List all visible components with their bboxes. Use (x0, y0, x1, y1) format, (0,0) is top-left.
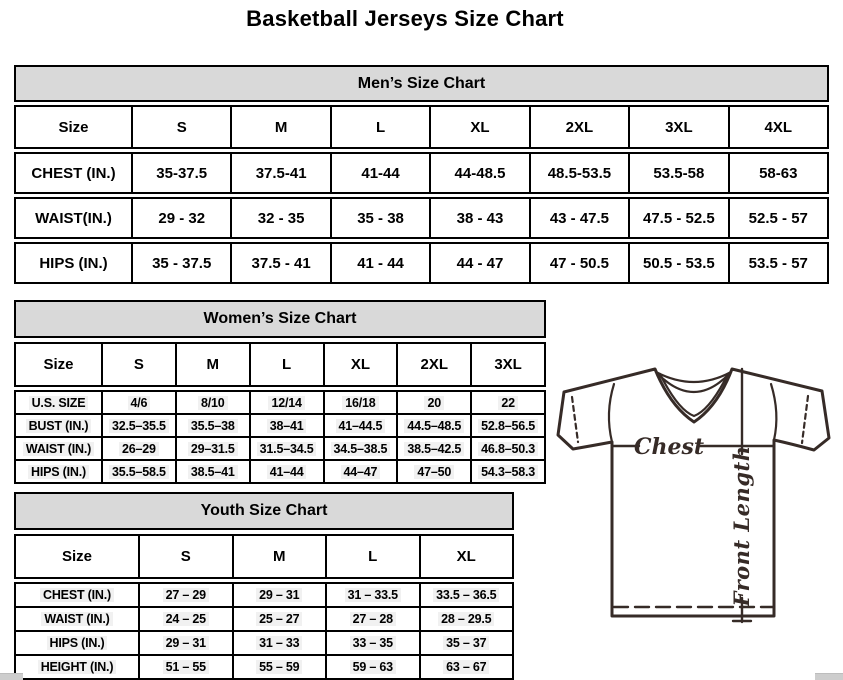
value-cell: 41–44 (249, 461, 323, 482)
row-label-cell: U.S. SIZE (16, 392, 101, 413)
value-cell: 50.5 - 53.5 (628, 244, 727, 282)
value-cell: 35 – 37 (419, 632, 513, 654)
value-cell: 52.8–56.5 (470, 415, 544, 436)
value-cell: 53.5 - 57 (728, 244, 827, 282)
right-cuff-dashed-line (802, 396, 808, 443)
value-cell: 29 – 31 (138, 632, 232, 654)
mens-size-header-row (14, 105, 829, 149)
jersey-measurement-diagram (552, 358, 837, 664)
row-label-cell: HEIGHT (IN.) (16, 656, 138, 678)
table-row (14, 197, 829, 239)
womens-chart-body (14, 390, 546, 484)
value-cell: 41–44.5 (323, 415, 397, 436)
page-title: Basketball Jerseys Size Chart (246, 6, 564, 31)
value-cell: 37.5-41 (230, 154, 329, 192)
left-armhole-seam (609, 384, 614, 442)
table-row (14, 152, 829, 194)
womens-chart-header: Women’s Size Chart (14, 300, 546, 338)
mens-chart-header: Men’s Size Chart (14, 65, 829, 102)
table-row (16, 630, 512, 654)
size-header-cell: 2XL (396, 344, 470, 385)
value-cell: 28 – 29.5 (419, 608, 513, 630)
value-cell: 41 - 44 (330, 244, 429, 282)
size-header-cell: XL (323, 344, 397, 385)
size-header-cell: XL (419, 536, 513, 577)
womens-size-chart (14, 300, 546, 484)
size-header-cell: M (230, 107, 329, 147)
row-label-cell: BUST (IN.) (16, 415, 101, 436)
row-label-cell: HIPS (IN.) (16, 461, 101, 482)
right-armhole-seam (771, 384, 776, 440)
value-cell: 35 - 38 (330, 199, 429, 237)
jersey-outline (558, 369, 829, 616)
size-header-cell: XL (429, 107, 528, 147)
value-cell: 51 – 55 (138, 656, 232, 678)
size-header-cell: 3XL (470, 344, 544, 385)
value-cell: 33 – 35 (325, 632, 419, 654)
table-row (16, 654, 512, 678)
value-cell: 24 – 25 (138, 608, 232, 630)
size-header-cell: Size (43, 356, 74, 373)
size-header-cell: L (330, 107, 429, 147)
value-cell: 35-37.5 (131, 154, 230, 192)
value-cell: 26–29 (101, 438, 175, 459)
size-header-cell: 4XL (728, 107, 827, 147)
front-length-label: Front Length (729, 445, 754, 607)
value-cell: 38.5–41 (175, 461, 249, 482)
youth-size-header-row (14, 534, 514, 579)
value-cell: 29 – 31 (232, 584, 326, 606)
size-header-cell: 3XL (628, 107, 727, 147)
table-row (16, 413, 544, 436)
value-cell: 41-44 (330, 154, 429, 192)
value-cell: 47.5 - 52.5 (628, 199, 727, 237)
value-cell: 27 – 29 (138, 584, 232, 606)
table-row (16, 584, 512, 606)
row-label-cell: WAIST (IN.) (16, 608, 138, 630)
mens-chart-body (14, 152, 829, 284)
collar-arc-outer (656, 372, 731, 382)
table-row (16, 606, 512, 630)
size-header-cell: Size (61, 548, 92, 565)
table-row (16, 459, 544, 482)
value-cell: 35.5–58.5 (101, 461, 175, 482)
value-cell: 53.5-58 (628, 154, 727, 192)
table-row (16, 436, 544, 459)
value-cell: 59 – 63 (325, 656, 419, 678)
value-cell: 32 - 35 (230, 199, 329, 237)
value-cell: 47–50 (396, 461, 470, 482)
value-cell: 32.5–35.5 (101, 415, 175, 436)
size-header-cell: M (175, 344, 249, 385)
size-header-cell: S (138, 536, 232, 577)
value-cell: 44–47 (323, 461, 397, 482)
value-cell: 38 - 43 (429, 199, 528, 237)
value-cell: 43 - 47.5 (529, 199, 628, 237)
row-label-cell: CHEST (IN.) (31, 164, 116, 182)
value-cell: 8/10 (175, 392, 249, 413)
row-label-cell: HIPS (IN.) (16, 632, 138, 654)
value-cell: 4/6 (101, 392, 175, 413)
value-cell: 31.5–34.5 (249, 438, 323, 459)
value-cell: 29–31.5 (175, 438, 249, 459)
row-label-cell: CHEST (IN.) (16, 584, 138, 606)
size-header-cell: 2XL (529, 107, 628, 147)
table-row (14, 242, 829, 284)
value-cell: 27 – 28 (325, 608, 419, 630)
value-cell: 44-48.5 (429, 154, 528, 192)
youth-chart-header: Youth Size Chart (14, 492, 514, 530)
value-cell: 54.3–58.3 (470, 461, 544, 482)
womens-size-header-row (14, 342, 546, 387)
value-cell: 12/14 (249, 392, 323, 413)
value-cell: 37.5 - 41 (230, 244, 329, 282)
size-header-cell: Size (58, 118, 89, 136)
size-header-cell: L (249, 344, 323, 385)
value-cell: 63 – 67 (419, 656, 513, 678)
value-cell: 35 - 37.5 (131, 244, 230, 282)
row-label-cell: WAIST(IN.) (35, 209, 112, 227)
size-header-cell: L (325, 536, 419, 577)
value-cell: 48.5-53.5 (529, 154, 628, 192)
size-header-cell: S (131, 107, 230, 147)
value-cell: 46.8–50.3 (470, 438, 544, 459)
value-cell: 31 – 33 (232, 632, 326, 654)
table-row (16, 392, 544, 413)
youth-chart-body (14, 582, 514, 680)
chest-label: Chest (633, 434, 705, 460)
value-cell: 44.5–48.5 (396, 415, 470, 436)
value-cell: 52.5 - 57 (728, 199, 827, 237)
value-cell: 38.5–42.5 (396, 438, 470, 459)
row-label-cell: HIPS (IN.) (39, 254, 108, 272)
youth-size-chart (14, 492, 514, 680)
value-cell: 22 (470, 392, 544, 413)
value-cell: 44 - 47 (429, 244, 528, 282)
size-header-cell: S (101, 344, 175, 385)
size-header-cell: M (232, 536, 326, 577)
value-cell: 34.5–38.5 (323, 438, 397, 459)
value-cell: 16/18 (323, 392, 397, 413)
value-cell: 33.5 – 36.5 (419, 584, 513, 606)
value-cell: 38–41 (249, 415, 323, 436)
value-cell: 31 – 33.5 (325, 584, 419, 606)
value-cell: 55 – 59 (232, 656, 326, 678)
value-cell: 58-63 (728, 154, 827, 192)
value-cell: 35.5–38 (175, 415, 249, 436)
value-cell: 47 - 50.5 (529, 244, 628, 282)
mens-size-chart (14, 65, 829, 287)
value-cell: 20 (396, 392, 470, 413)
value-cell: 29 - 32 (131, 199, 230, 237)
value-cell: 25 – 27 (232, 608, 326, 630)
left-cuff-dashed-line (572, 397, 578, 442)
row-label-cell: WAIST (IN.) (16, 438, 101, 459)
